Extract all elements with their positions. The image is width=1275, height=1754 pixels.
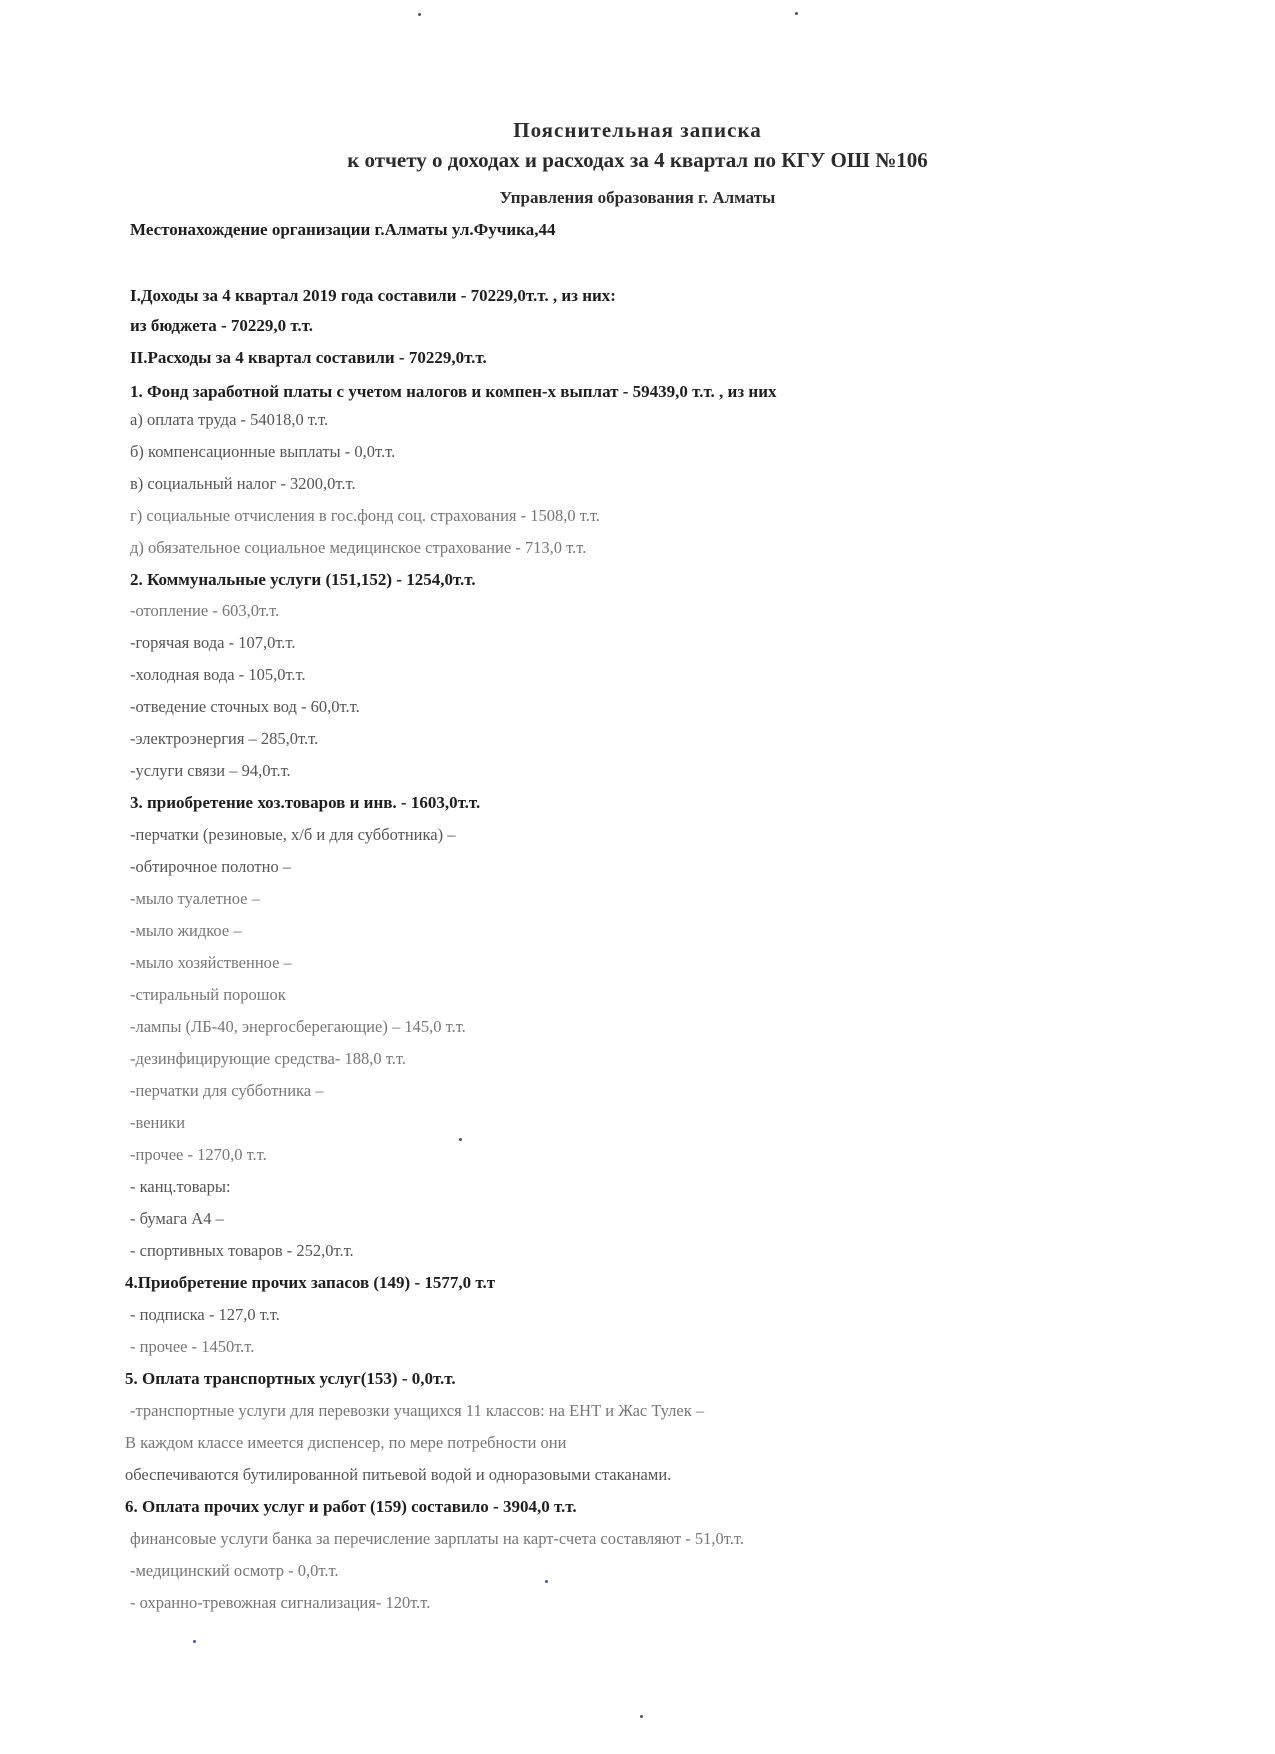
list-item: в) социальный налог - 3200,0т.т.	[130, 474, 356, 493]
organization-location: Местонахождение организации г.Алматы ул.Фучика,44	[130, 220, 556, 239]
list-item: - прочее - 1450т.т.	[130, 1337, 255, 1356]
list-item: д) обязательное социальное медицинское страхование - 713,0 т.т.	[130, 538, 587, 557]
income-total: I.Доходы за 4 квартал 2019 года составили - 70229,0т.т. , из них:	[130, 286, 616, 305]
paragraph-line: обеспечиваются бутилированной питьевой водой и одноразовыми стаканами.	[125, 1465, 672, 1484]
expenses-total: II.Расходы за 4 квартал составили - 70229,0т.т.	[130, 348, 487, 367]
list-item: -веники	[130, 1113, 186, 1132]
scan-speck	[795, 12, 798, 15]
list-item: г) социальные отчисления в гос.фонд соц. страхования - 1508,0 т.т.	[130, 506, 600, 525]
document-title: Пояснительная записка	[513, 118, 762, 142]
list-item: -холодная вода - 105,0т.т.	[130, 665, 306, 684]
scan-speck	[459, 1138, 462, 1141]
list-item: -дезинфицирующие средства- 188,0 т.т.	[130, 1049, 406, 1068]
list-item: -стиральный порошок	[130, 985, 286, 1004]
income-budget: из бюджета - 70229,0 т.т.	[130, 316, 314, 335]
list-item: - спортивных товаров - 252,0т.т.	[130, 1241, 354, 1260]
section-heading-other-supplies: 4.Приобретение прочих запасов (149) - 1577,0 т.т	[125, 1273, 496, 1292]
list-item: - канц.товары:	[130, 1177, 231, 1196]
scan-speck	[193, 1640, 196, 1643]
list-item: -перчатки для субботника –	[130, 1081, 324, 1100]
list-item: -транспортные услуги для перевозки учащихся 11 классов: на ЕНТ и Жас Тулек –	[130, 1401, 705, 1420]
list-item: финансовые услуги банка за перечисление зарплаты на карт-счета составляют - 51,0т.т.	[130, 1529, 744, 1548]
section-heading-other-services: 6. Оплата прочих услуг и работ (159) составило - 3904,0 т.т.	[125, 1497, 577, 1516]
section-heading-utilities: 2. Коммунальные услуги (151,152) - 1254,0т.т.	[130, 570, 476, 589]
list-item: -электроэнергия – 285,0т.т.	[130, 729, 319, 748]
list-item: -перчатки (резиновые, х/б и для субботника) –	[130, 825, 456, 844]
list-item: а) оплата труда - 54018,0 т.т.	[130, 410, 329, 429]
scan-speck	[418, 13, 421, 16]
list-item: -отопление - 603,0т.т.	[130, 601, 280, 620]
paragraph-line: В каждом классе имеется диспенсер, по мере потребности они	[125, 1433, 567, 1452]
document-subtitle: к отчету о доходах и расходах за 4 квартал по КГУ ОШ №106	[347, 148, 928, 172]
list-item: -мыло хозяйственное –	[130, 953, 292, 972]
list-item: -горячая вода - 107,0т.т.	[130, 633, 296, 652]
section-heading-payroll: 1. Фонд заработной платы с учетом налогов и компен-х выплат - 59439,0 т.т. , из них	[130, 382, 777, 401]
scan-speck	[545, 1580, 548, 1583]
list-item: -мыло туалетное –	[130, 889, 260, 908]
list-item: - бумага А4 –	[130, 1209, 224, 1228]
list-item: - подписка - 127,0 т.т.	[130, 1305, 280, 1324]
section-heading-household-goods: 3. приобретение хоз.товаров и инв. - 1603,0т.т.	[130, 793, 481, 812]
department-name: Управления образования г. Алматы	[499, 188, 776, 207]
list-item: -медицинский осмотр - 0,0т.т.	[130, 1561, 339, 1580]
scan-speck	[640, 1715, 643, 1718]
section-heading-transport: 5. Оплата транспортных услуг(153) - 0,0т.т.	[125, 1369, 456, 1388]
list-item: -обтирочное полотно –	[130, 857, 292, 876]
list-item: -отведение сточных вод - 60,0т.т.	[130, 697, 360, 716]
list-item: -мыло жидкое –	[130, 921, 242, 940]
list-item: - охранно-тревожная сигнализация- 120т.т.	[130, 1593, 431, 1612]
list-item: -прочее - 1270,0 т.т.	[130, 1145, 267, 1164]
list-item: -лампы (ЛБ-40, энергосберегающие) – 145,0 т.т.	[130, 1017, 466, 1036]
list-item: -услуги связи – 94,0т.т.	[130, 761, 291, 780]
list-item: б) компенсационные выплаты - 0,0т.т.	[130, 442, 396, 461]
